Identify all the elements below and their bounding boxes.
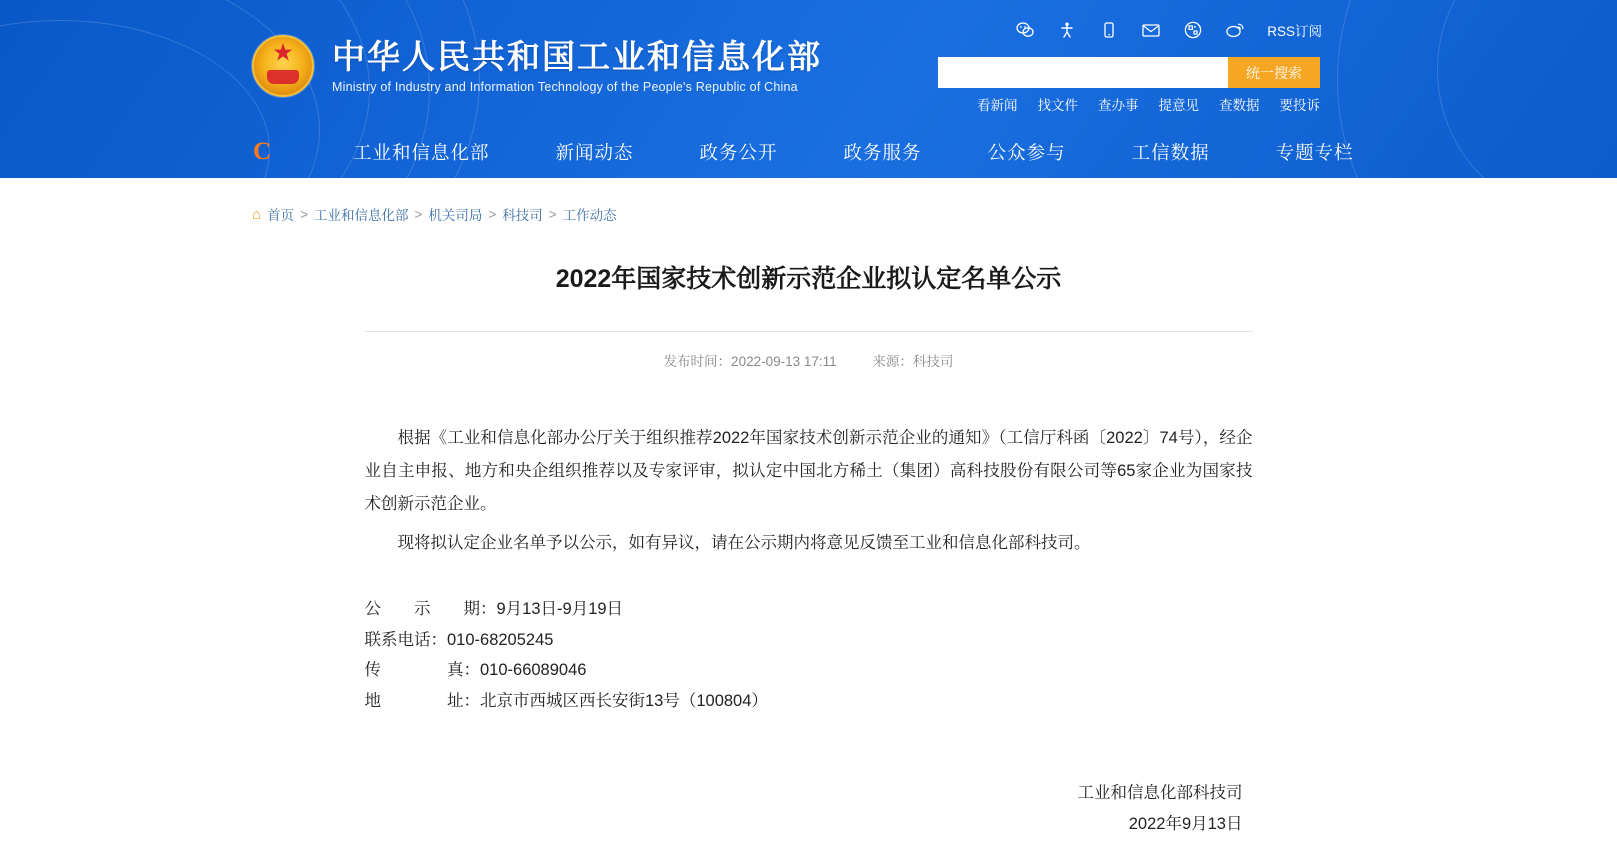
quick-link-news[interactable]: 看新闻	[977, 98, 1018, 113]
breadcrumb-separator: >	[488, 206, 497, 222]
search-button[interactable]: 统一搜索	[1228, 57, 1320, 88]
nav-item-topics[interactable]: 专题专栏	[1275, 142, 1354, 163]
contact-line	[365, 655, 1253, 686]
contact-value: 010-68205245	[447, 630, 554, 649]
quick-link-feedback[interactable]: 提意见	[1158, 98, 1199, 113]
nav-logo-icon: C	[253, 138, 272, 165]
article-contact-block	[365, 594, 1253, 716]
breadcrumb	[252, 204, 1617, 224]
contact-value: 北京市西城区西长安街13号（100804）	[480, 691, 768, 710]
contact-value: 010-66089046	[480, 661, 587, 680]
contact-value: 9月13日-9月19日	[496, 600, 624, 618]
contact-line	[365, 625, 1253, 656]
site-title-cn: 中华人民共和国工业和信息化部	[332, 37, 822, 75]
qr-code-icon[interactable]	[1181, 18, 1205, 42]
site-logo[interactable]	[252, 35, 822, 97]
quick-link-documents[interactable]: 找文件	[1037, 98, 1078, 113]
signature-date: 2022年9月13日	[1128, 814, 1243, 833]
header-icon-strip	[1013, 18, 1322, 42]
contact-line	[365, 686, 1253, 717]
quick-link-services[interactable]: 查办事	[1098, 98, 1139, 113]
site-title-block	[332, 38, 822, 95]
breadcrumb-item-ministry[interactable]: 工业和信息化部	[313, 208, 409, 223]
breadcrumb-separator: >	[548, 206, 557, 222]
contact-label: 联系电话：	[364, 630, 447, 649]
national-emblem-icon	[252, 35, 314, 97]
contact-label: 公 示 期：	[364, 600, 497, 618]
accessibility-icon[interactable]	[1055, 18, 1079, 42]
page-title: 2022年国家技术创新示范企业拟认定名单公示	[555, 265, 1062, 293]
nav-item-public[interactable]: 公众参与	[987, 142, 1066, 163]
nav-item-news[interactable]: 新闻动态	[555, 142, 634, 163]
nav-item-ministry[interactable]: 工业和信息化部	[353, 142, 490, 163]
breadcrumb-bar	[0, 178, 1617, 224]
quick-link-complaint[interactable]: 要投诉	[1279, 98, 1320, 113]
home-icon[interactable]: ⌂	[252, 205, 262, 223]
breadcrumb-separator: >	[300, 206, 308, 222]
article-source: 来源：科技司	[872, 354, 954, 369]
contact-line	[365, 594, 1253, 625]
breadcrumb-item-sci-tech[interactable]: 科技司	[502, 208, 543, 223]
weibo-icon[interactable]	[1223, 18, 1247, 42]
wechat-icon[interactable]	[1013, 18, 1037, 42]
breadcrumb-item-current: 工作动态	[562, 208, 617, 223]
signature-org: 工业和信息化部科技司	[1077, 784, 1243, 803]
main-nav	[0, 126, 1617, 178]
contact-label: 地 址：	[364, 691, 480, 710]
article-body	[365, 422, 1253, 560]
breadcrumb-item-departments[interactable]: 机关司局	[428, 208, 483, 223]
search-input[interactable]	[938, 57, 1228, 88]
nav-item-services[interactable]: 政务服务	[843, 142, 922, 163]
quick-links	[977, 94, 1320, 114]
search-box	[938, 57, 1320, 88]
article-paragraph: 现将拟认定企业名单予以公示，如有异议，请在公示期内将意见反馈至工业和信息化部科技司。	[397, 534, 1091, 552]
article	[365, 224, 1253, 839]
contact-label: 传 真：	[364, 661, 480, 680]
breadcrumb-separator: >	[414, 206, 423, 222]
nav-item-disclosure[interactable]: 政务公开	[699, 142, 778, 163]
article-paragraph: 根据《工业和信息化部办公厅关于组织推荐2022年国家技术创新示范企业的通知》（工信厅科函〔2022〕74号），经企业自主申报、地方和央企组织推荐以及专家评审，拟认定中国北方稀土（集团）高科技股份有限公司等65家企业为国家技术创新示范企业。	[364, 429, 1253, 513]
rss-link[interactable]: RSS订阅	[1267, 24, 1322, 39]
mobile-icon[interactable]	[1097, 18, 1121, 42]
site-header	[0, 0, 1617, 178]
site-title-en: Ministry of Industry and Information Technology of the People's Republic of China	[332, 80, 798, 95]
breadcrumb-item-home[interactable]: 首页	[267, 208, 295, 223]
article-meta	[365, 331, 1253, 370]
publish-time: 发布时间：2022-09-13 17:11	[663, 354, 837, 369]
article-signature	[365, 778, 1253, 839]
quick-link-data[interactable]: 查数据	[1219, 98, 1260, 113]
nav-items	[320, 126, 1387, 178]
mail-icon[interactable]	[1139, 18, 1163, 42]
nav-item-data[interactable]: 工信数据	[1131, 142, 1210, 163]
